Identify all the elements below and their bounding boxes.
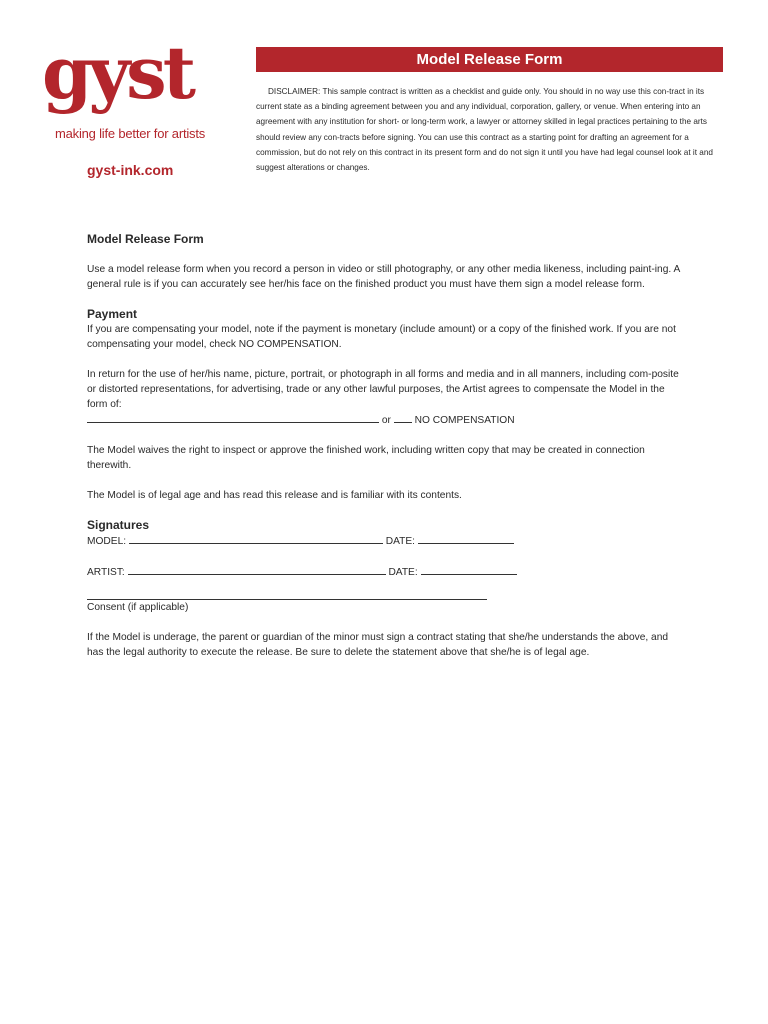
model-label: MODEL: [87,536,127,547]
disclaimer-text: DISCLAIMER: This sample contract is written as a checklist and guide only. You should in no way use this con-tract in its current state as a binding agreement between you and any individual, corporation, gallery, or venue. When entering into an agreement with any institution for short- or long-term work, a lawyer or attorney skilled in legal practices pertaining to the arts should review any con-tracts before signing. You can use this contract as a starting point for drafting an agreement for a commission, but do not rely on this contract in its present form and do not sign it until you have had legal counsel look at it and suggest alterations or changes. [256,87,713,173]
compensation-blank[interactable] [87,412,379,423]
tagline: making life better for artists [55,126,206,141]
consent-signature-field[interactable] [87,589,487,600]
artist-date-field[interactable] [421,564,517,575]
gyst-logo [42,40,232,120]
model-signature-field[interactable] [129,533,383,544]
model-signature-row [87,533,687,549]
payment-paragraph: If you are compensating your model, note if the payment is monetary (include amount) or a copy of the finished work. If you are not compensating your model, check NO COMPENSATION. [87,324,676,350]
payment-heading: Payment [87,307,138,321]
compensation-paragraph: In return for the use of her/his name, picture, portrait, or photograph in all forms and media and in all manners, including com-posite or distorted representations, for advertising, trade or any other lawful purposes, the Artist agrees to compensate the Model in the form of: [87,369,679,410]
form-body [87,232,687,660]
model-date-label: DATE: [385,536,415,547]
artist-date-label: DATE: [388,567,418,578]
artist-label: ARTIST: [87,567,125,578]
compensation-line [87,412,687,428]
no-compensation-label: NO COMPENSATION [414,415,515,426]
logo-text: gyst [42,40,192,115]
website-link[interactable]: gyst-ink.com [87,162,174,178]
legal-age-paragraph: The Model is of legal age and has read this release and is familiar with its contents. [87,490,462,501]
banner-title: Model Release Form [256,47,723,72]
signatures-heading: Signatures [87,518,150,532]
intro-paragraph: Use a model release form when you record a person in video or still photography, or any other media likeness, including paint-ing. A general rule is if you can accurately see her/his face on the finished product you must have them sign a model release form. [87,264,680,290]
form-heading: Model Release Form [87,232,204,246]
or-label: or [381,415,391,426]
model-date-field[interactable] [418,533,514,544]
artist-signature-field[interactable] [128,564,386,575]
consent-label: Consent (if applicable) [87,602,189,613]
artist-signature-row [87,564,687,580]
underage-paragraph: If the Model is underage, the parent or guardian of the minor must sign a contract stating that she/he understands the above, and has the legal authority to execute the release. Be sure to delete the statement above that she/he is of legal age. [87,632,669,658]
no-compensation-checkbox[interactable] [394,412,412,423]
waiver-paragraph: The Model waives the right to inspect or approve the finished work, including written copy that may be created in connection therewith. [87,445,645,471]
